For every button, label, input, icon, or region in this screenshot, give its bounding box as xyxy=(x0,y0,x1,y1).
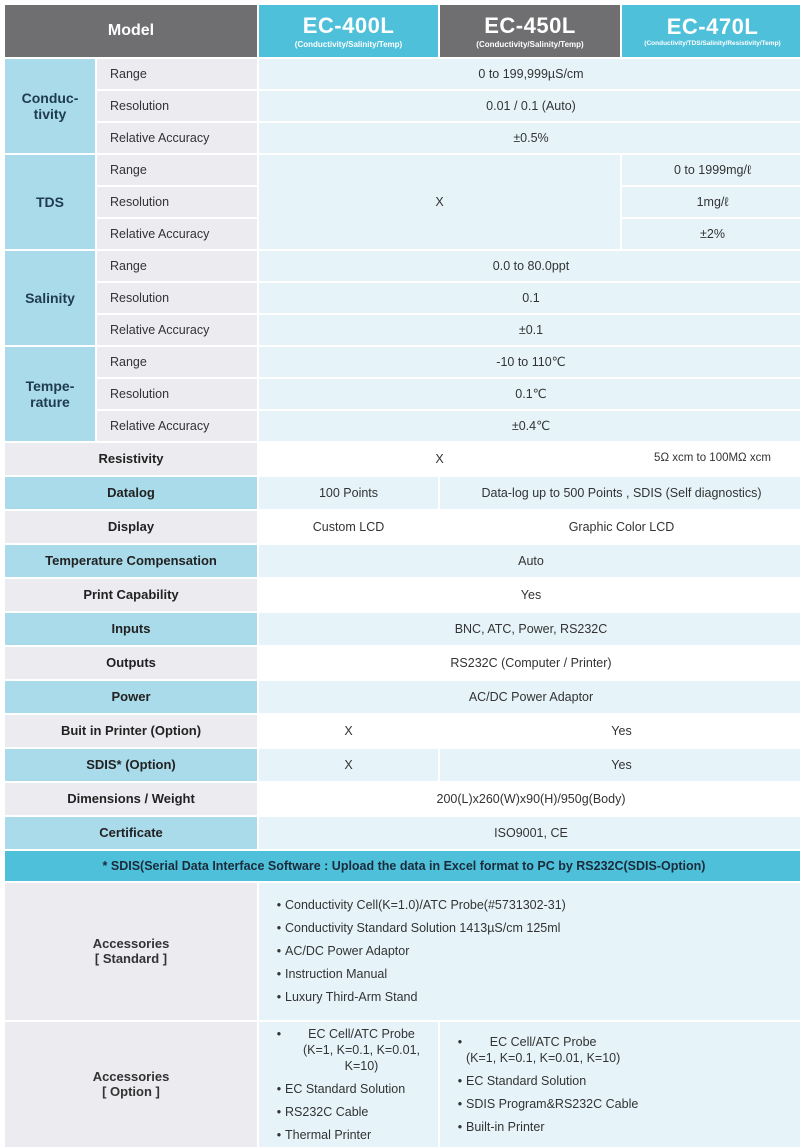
category-salinity: Salinity xyxy=(5,251,95,345)
accessories-type: [ Standard ] xyxy=(94,950,168,966)
bullet: • xyxy=(276,1027,282,1041)
sub-label-accuracy: Relative Accuracy xyxy=(97,219,257,249)
list-item-text: RS232C Cable xyxy=(285,1105,369,1119)
list-item-text: Luxury Third-Arm Stand xyxy=(285,990,418,1004)
model-subtitle: (Conductivity/TDS/Salinity/Resistivity/Temp) xyxy=(644,40,781,48)
sdis-option-label: SDIS* (Option) xyxy=(5,749,257,781)
bullet: • xyxy=(276,967,282,981)
list-item-text: SDIS Program&RS232C Cable xyxy=(466,1097,639,1111)
dimensions-value: 200(L)x260(W)x90(H)/950g(Body) xyxy=(259,783,800,815)
temperature-range: -10 to 110℃ xyxy=(259,347,800,377)
model-subtitle: (Conductivity/Salinity/Temp) xyxy=(294,39,403,49)
bullet: • xyxy=(457,1120,463,1134)
list-item-text: Instruction Manual xyxy=(285,967,388,981)
printer-option-label: Buit in Printer (Option) xyxy=(5,715,257,747)
power-label: Power xyxy=(5,681,257,713)
accessories-standard-label xyxy=(5,883,257,1020)
accessories-standard-list xyxy=(259,883,800,1020)
list-item xyxy=(273,1127,438,1143)
accessories-option-list-left xyxy=(259,1022,438,1147)
sdis-option-others: Yes xyxy=(440,749,800,781)
bullet: • xyxy=(276,898,282,912)
certificate-value: ISO9001, CE xyxy=(259,817,800,849)
datalog-others: Data-log up to 500 Points , SDIS (Self diagnostics) xyxy=(440,477,800,509)
bullet: • xyxy=(276,1128,282,1142)
spec-table xyxy=(5,5,795,1140)
list-item-text: EC Standard Solution xyxy=(466,1074,587,1088)
list-item-text: Thermal Printer xyxy=(285,1128,372,1142)
accessories-title: Accessories xyxy=(92,935,170,951)
model-label: Model xyxy=(107,21,155,39)
conductivity-range: 0 to 199,999µS/cm xyxy=(259,59,800,89)
resistivity-label: Resistivity xyxy=(5,443,257,475)
bullet: • xyxy=(457,1035,463,1049)
list-item xyxy=(273,1081,438,1097)
salinity-accuracy: ±0.1 xyxy=(259,315,800,345)
list-item xyxy=(454,1096,638,1112)
sdis-footnote: * SDIS(Serial Data Interface Software : Upload the data in Excel format to PC by RS232C(SDIS-Option) xyxy=(5,851,800,881)
temperature-accuracy: ±0.4℃ xyxy=(259,411,800,441)
bullet: • xyxy=(276,1105,282,1119)
inputs-value: BNC, ATC, Power, RS232C xyxy=(259,613,800,645)
bullet: • xyxy=(457,1074,463,1088)
sub-label-accuracy: Relative Accuracy xyxy=(97,315,257,345)
accessories-option-list-right xyxy=(440,1022,800,1147)
salinity-resolution: 0.1 xyxy=(259,283,800,313)
print-value: Yes xyxy=(259,579,800,611)
model-name: EC-470L xyxy=(666,14,759,40)
category-temperature: Tempe- rature xyxy=(5,347,95,441)
sub-label-range: Range xyxy=(97,251,257,281)
model-ec-400l-header xyxy=(259,5,438,57)
outputs-value: RS232C (Computer / Printer) xyxy=(259,647,800,679)
list-item xyxy=(273,1104,438,1120)
sub-label-range: Range xyxy=(97,347,257,377)
list-item xyxy=(273,940,566,963)
dimensions-label: Dimensions / Weight xyxy=(5,783,257,815)
sub-label-range: Range xyxy=(97,155,257,185)
model-ec-470l-header xyxy=(622,5,800,57)
display-others: Graphic Color LCD xyxy=(440,511,800,543)
category-tds: TDS xyxy=(5,155,95,249)
accessories-type: [ Option ] xyxy=(102,1083,160,1099)
bullet: • xyxy=(276,921,282,935)
temperature-resolution: 0.1℃ xyxy=(259,379,800,409)
sub-label-accuracy: Relative Accuracy xyxy=(97,123,257,153)
list-item xyxy=(273,963,566,986)
list-item-text: Conductivity Cell(K=1.0)/ATC Probe(#5731302-31) xyxy=(285,898,566,912)
display-label: Display xyxy=(5,511,257,543)
temp-comp-value: Auto xyxy=(259,545,800,577)
tds-range: 0 to 1999mg/ℓ xyxy=(622,155,800,185)
list-item-text: AC/DC Power Adaptor xyxy=(285,944,410,958)
list-item-text: EC Cell/ATC Probe (K=1, K=0.1, K=0.01, K=10) xyxy=(466,1035,621,1065)
accessories-option-label xyxy=(5,1022,257,1147)
sub-label-resolution: Resolution xyxy=(97,283,257,313)
list-item-text: Built-in Printer xyxy=(466,1120,545,1134)
power-value: AC/DC Power Adaptor xyxy=(259,681,800,713)
salinity-range: 0.0 to 80.0ppt xyxy=(259,251,800,281)
list-item-text: EC Cell/ATC Probe (K=1, K=0.1, K=0.01, K=10) xyxy=(302,1027,421,1073)
printer-option-others: Yes xyxy=(440,715,800,747)
list-item xyxy=(454,1119,638,1135)
resistivity-not-available: X xyxy=(259,443,620,475)
model-name: EC-450L xyxy=(484,13,576,39)
sub-label-accuracy: Relative Accuracy xyxy=(97,411,257,441)
sub-label-resolution: Resolution xyxy=(97,91,257,121)
datalog-label: Datalog xyxy=(5,477,257,509)
accessories-title: Accessories xyxy=(92,1068,170,1084)
sub-label-range: Range xyxy=(97,59,257,89)
display-ec400: Custom LCD xyxy=(259,511,438,543)
list-item xyxy=(454,1034,638,1066)
datalog-ec400: 100 Points xyxy=(259,477,438,509)
list-item-text: Conductivity Standard Solution 1413µS/cm 125ml xyxy=(285,921,561,935)
conductivity-resolution: 0.01 / 0.1 (Auto) xyxy=(259,91,800,121)
sdis-option-ec400: X xyxy=(259,749,438,781)
sub-label-resolution: Resolution xyxy=(97,187,257,217)
tds-not-available: X xyxy=(259,155,620,249)
list-item xyxy=(454,1073,638,1089)
bullet: • xyxy=(276,944,282,958)
tds-accuracy: ±2% xyxy=(622,219,800,249)
model-name: EC-400L xyxy=(302,13,395,39)
printer-option-ec400: X xyxy=(259,715,438,747)
category-conductivity: Conduc- tivity xyxy=(5,59,95,153)
conductivity-accuracy: ±0.5% xyxy=(259,123,800,153)
tds-resolution: 1mg/ℓ xyxy=(622,187,800,217)
list-item xyxy=(273,894,566,917)
resistivity-value: 5Ω xcm to 100MΩ xcm xyxy=(622,443,800,475)
list-item xyxy=(273,1026,438,1074)
outputs-label: Outputs xyxy=(5,647,257,679)
certificate-label: Certificate xyxy=(5,817,257,849)
sub-label-resolution: Resolution xyxy=(97,379,257,409)
model-ec-450l-header xyxy=(440,5,620,57)
temp-comp-label: Temperature Compensation xyxy=(5,545,257,577)
bullet: • xyxy=(276,990,282,1004)
inputs-label: Inputs xyxy=(5,613,257,645)
list-item xyxy=(273,917,566,940)
list-item xyxy=(273,986,566,1009)
bullet: • xyxy=(276,1082,282,1096)
model-subtitle: (Conductivity/Salinity/Temp) xyxy=(476,39,584,49)
bullet: • xyxy=(457,1097,463,1111)
print-label: Print Capability xyxy=(5,579,257,611)
model-header xyxy=(5,5,257,57)
list-item-text: EC Standard Solution xyxy=(285,1082,406,1096)
